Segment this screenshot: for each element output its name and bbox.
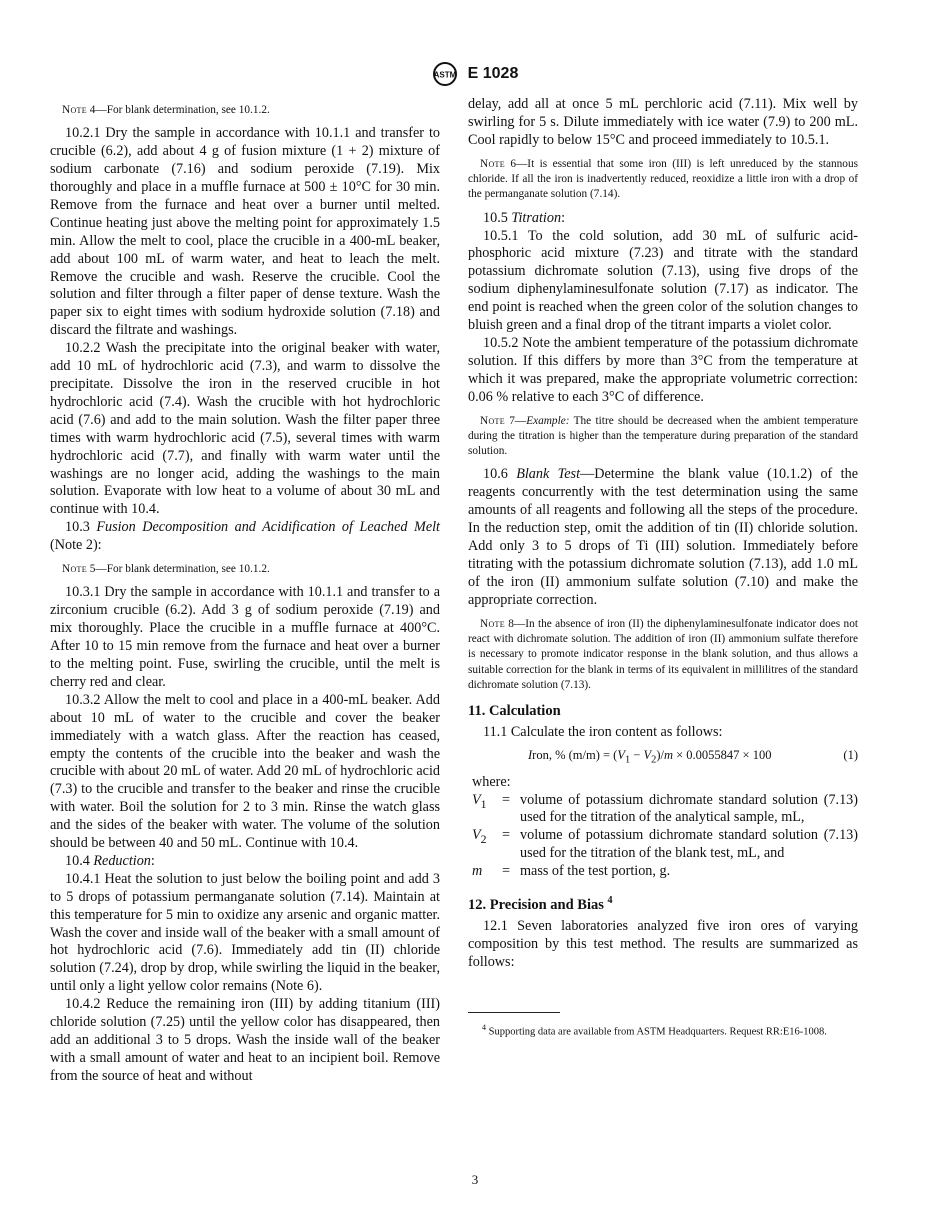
footnote-4: $^4$ Supporting data are available from ASTM Headquarters. Request RR:E16-1008.: [482, 1022, 827, 1038]
section-11-heading: 11. Calculation: [468, 703, 561, 720]
note-4: Note 4—For blank determination, see 10.1.2.: [62, 104, 270, 116]
para-12-1: 12.1 Seven laboratories analyzed five iron ores of varying composition by this test method. The results are summarized as follows:: [468, 917, 858, 970]
section-10-4-heading: 10.4 Reduction:: [65, 852, 155, 869]
para-10-4-2: 10.4.2 Reduce the remaining iron (III) by adding titanium (III) chloride solution (7.25) until the yellow color has disappeared, then add an additional 3 to 5 drops. Wash the inside wall of the beaker with a small amount of water and heat to an incipient boil. Remove from the source of heat and without: [50, 996, 440, 1084]
para-10-5-1: 10.5.1 To the cold solution, add 30 mL of sulfuric acid-phosphoric acid mixture (7.23) and titrate with the standard potassium dichromate solution (7.13), using five drops of the sodium diphenylaminesulfonate solution (7.17) as indicator. The end point is reached when the green color of the solution changes to bluish green and a final drop of the titrant imparts a violet color.: [468, 227, 858, 334]
svg-text:ASTM: ASTM: [433, 70, 456, 80]
section-10-5-heading: 10.5 Titration:: [483, 209, 566, 226]
para-10-4-1: 10.4.1 Heat the solution to just below the boiling point and add 3 to 5 drops of potassium permanganate solution (7.14). Maintain at this temperature for 5 min to oxidize any arsenic and organic matter. Wash the cover and inside wall of the beaker with a small amount of hot hydrochloric acid (7.6). Immediately add tin (II) chloride solution (7.24), drop by drop, while swirling the liquid in the beaker, until only a light yellow color remains (Note 6).: [50, 870, 440, 995]
para-10-3-2: 10.3.2 Allow the melt to cool and place in a 400-mL beaker. Add about 10 mL of water to the crucible and cover the beaker immediately with a watch glass. After the reaction has ceased, empty the contents of the crucible into the beaker and wash the crucible with about 20 mL of water. Add 20 mL of hydrochloric acid (7.3) to the crucible and transfer to the beaker and rinse the crucible with water. Boil the solution for 2 to 3 min. Rinse the watch glass and the sides of the beaker with water. The volume of the solution should be between 40 and 50 mL. Continue with 10.4.: [50, 691, 440, 852]
equation-1: [468, 748, 858, 766]
left-column: [50, 96, 440, 1086]
para-10-5-2: 10.5.2 Note the ambient temperature of the potassium dichromate solution. If this differs by more than 3°C from the temperature at which it was prepared, make the appropriate volumetric correction: 0.06 % relative to each 3°C of difference.: [468, 334, 858, 405]
para-10-6-blank-test: 10.6 Blank Test—Determine the blank value (10.1.2) of the reagents concurrently with the test determination using the same amounts of all reagents and following all the steps of the procedure. In the reduction step, omit the addition of tin (II) chloride solution. Add only 3 to 5 drops of Ti (III) solution. Immediately before titrating with the potassium dichromate solution (7.13), add 1.0 mL of the iron (II) ammonium sulfate solution (7.10) and make the appropriate correction.: [468, 466, 858, 608]
note-5: Note 5—For blank determination, see 10.1.2.: [62, 563, 270, 576]
para-continued: delay, add all at once 5 mL perchloric acid (7.11). Mix well by swirling for 5 s. Dilute immediately with ice water (7.9) to 200 mL. Cool rapidly to below 15°C and proceed immediately to 10.5.1.: [468, 96, 858, 148]
para-10-2-1: 10.2.1 Dry the sample in accordance with 10.1.1 and transfer to crucible (6.2), add about 4 g of fusion mixture (1 + 2) mixture of sodium carbonate (7.16) and sodium peroxide (7.19). Mix thoroughly and place in a muffle furnace at 500 ± 10°C for 30 min. Remove from the furnace and heat over a burner until melted. Continue heating just above the melting point for approximately 1.5 min. Allow the melt to cool, place the crucible in a 400-mL beaker, add about 100 mL of warm water, and heat to leach the melt. Remove the crucible and wash. Reserve the crucible. Cool the solution and filter through a filter paper of dense texture. Wash the paper six to eight times with sodium hydroxide solution (7.18) and discard the filtrate and washings.: [50, 125, 440, 339]
para-11-1: 11.1 Calculate the iron content as follows:: [483, 724, 723, 741]
astm-logo-icon: [432, 62, 458, 86]
page-header: [0, 62, 950, 86]
note-7: Note 7—Example: The titre should be decreased when the ambient temperature during the titration is higher than the temperature during preparation of the standard solution.: [468, 414, 858, 458]
section-10-3-heading: 10.3 Fusion Decomposition and Acidification of Leached Melt (Note 2):: [50, 519, 440, 554]
right-column: [468, 96, 858, 1050]
page-number: 3: [471, 1172, 479, 1187]
where-label: where:: [472, 773, 511, 790]
note-6: Note 6—It is essential that some iron (III) is left unreduced by the stannous chloride. If all the iron is inadvertently reduced, reoxidize a little iron with a drop of the permanganate solution (7.14).: [468, 157, 858, 201]
variable-definitions: [468, 774, 858, 881]
definition-v2: $V_2$ = volume of potassium dichromate standard solution (7.13) used for the titration of the blank test, mL, and: [472, 827, 858, 862]
para-10-3-1: 10.3.1 Dry the sample in accordance with 10.1.1 and transfer to a zirconium crucible (6.2). Add 3 g of sodium peroxide (7.19) and mix thoroughly. Place the crucible in a muffle furnace at 400°C. After 10 to 15 min remove from the furnace and heat over a burner to the melting point. Fuse, swirling the crucible, until the melt is cherry red and clear.: [50, 584, 440, 690]
section-12-heading: 12. Precision and Bias $^4$: [468, 895, 613, 913]
equation-number: (1): [843, 748, 858, 763]
footnote-rule: [468, 1012, 560, 1013]
equation-expression: Iron, % $(m/m) = (V_1 - V_2)/m \times 0.0055847 \times 100$: [528, 748, 772, 766]
para-10-2-2: 10.2.2 Wash the precipitate into the original beaker with water, add 10 mL of hydrochloric acid (7.3), and warm to dissolve the precipitate. Dissolve the iron in the reserved crucible in hot hydrochloric acid (7.4). Wash the crucible with hot hydrochloric acid (7.6) and add to the main solution. Wash the filter paper three times with warm hydrochloric acid (7.5), several times with warm hydrochloric acid (7.7), and finally with warm water until the washings are no longer acid, adding the washings to the main solution. Evaporate with low heat to a volume of about 30 mL and continue with 10.4.: [50, 340, 440, 518]
definition-m: m = mass of the test portion, g.: [472, 863, 671, 880]
definition-v1: $V_1$ = volume of potassium dichromate standard solution (7.13) used for the titration of the analytical sample, mL,: [472, 791, 858, 826]
standard-designation: E 1028: [467, 65, 519, 82]
note-8: Note 8—In the absence of iron (II) the diphenylaminesulfonate indicator does not react with dichromate solution. The addition of iron (II) ammonium sulfate therefore is necessary to promote indicator response in the blank solution, and thus allows a suitable correction for the blank in terms of its equivalent in millilitres of the standard dichromate solution (7.13).: [468, 617, 858, 691]
